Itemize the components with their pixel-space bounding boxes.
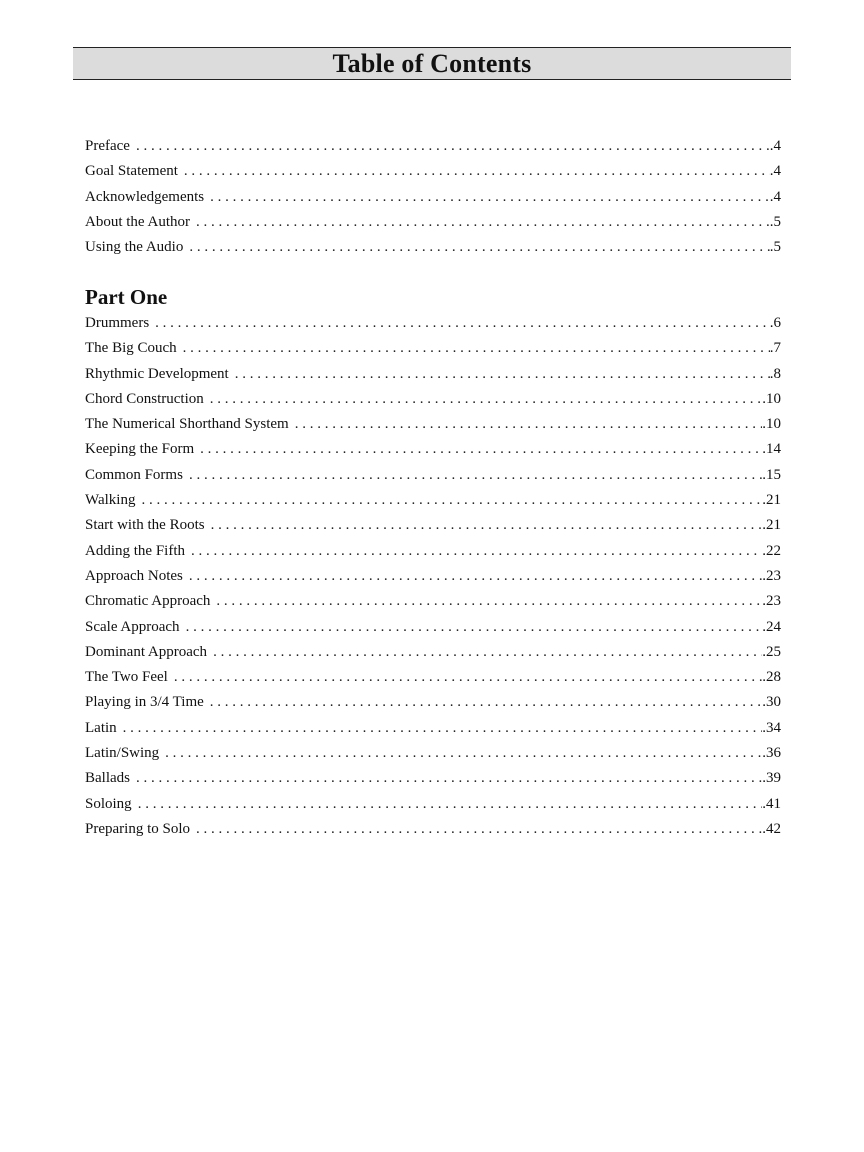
dot-leader [191,543,762,560]
toc-entry[interactable] [85,669,781,694]
dot-leader [141,492,762,509]
toc-entry-page: .5 [769,213,781,230]
dot-leader [123,720,763,737]
dot-leader [200,441,762,458]
dot-leader [155,315,770,332]
toc-entry-title: Using the Audio [85,239,184,256]
toc-entry-page: .10 [762,416,781,433]
toc-entry[interactable] [85,720,781,745]
toc-entry[interactable] [85,619,781,644]
toc-entry-page: .36 [762,745,781,762]
toc-entry-title: Ballads [85,770,130,787]
toc-entry[interactable] [85,821,781,846]
toc-entry[interactable] [85,694,781,719]
toc-entry-title: Start with the Roots [85,517,205,534]
toc-entry-title: Dominant Approach [85,643,208,660]
toc-entry-title: Keeping the Form [85,441,195,458]
toc-entry-page: .7 [769,340,781,357]
toc-entry-title: Drummers [85,315,150,331]
toc-entry[interactable] [85,517,781,542]
toc-entry-title: Common Forms [85,466,183,483]
toc-entry[interactable] [85,315,781,340]
toc-entry[interactable] [85,366,781,391]
toc-entry-title: The Numerical Shorthand System [85,416,289,433]
toc-entry-title: Approach Notes [85,567,183,584]
dot-leader [186,619,763,636]
toc-entry[interactable] [85,189,781,214]
toc-entry-title: Rhythmic Development [85,365,229,382]
toc-entry[interactable] [85,391,781,416]
toc-entry-page: .21 [762,517,781,534]
toc-entry[interactable] [85,492,781,517]
toc-entry-title: Latin [85,719,117,736]
toc-entry[interactable] [85,770,781,795]
toc-entry[interactable] [85,568,781,593]
dot-leader [184,163,770,180]
section-heading-part-one: Part One [85,285,168,309]
toc-entry-title: Chromatic Approach [85,593,211,610]
toc-entry-title: The Big Couch [85,340,177,357]
dot-leader [174,669,762,686]
dot-leader [183,340,770,357]
toc-entry[interactable] [85,441,781,466]
dot-leader [210,694,762,711]
toc-entry-page: .28 [762,669,781,686]
dot-leader [165,745,762,762]
toc-entry-title: Preface [85,138,130,154]
page-title: Table of Contents [332,49,532,78]
toc-entry[interactable] [85,745,781,770]
toc-entry-page: .4 [769,188,781,205]
dot-leader [138,796,763,813]
dot-leader [196,214,770,231]
toc-entry[interactable] [85,340,781,365]
toc-entry-title: Acknowledgements [85,188,205,205]
toc-entry[interactable] [85,644,781,669]
toc-entry-title: About the Author [85,213,190,230]
dot-leader [189,568,762,585]
toc-entry-title: Walking [85,492,136,509]
toc-entry[interactable] [85,163,781,188]
dot-leader [210,391,763,408]
toc-entry-title: The Two Feel [85,669,168,686]
toc-entry-page: .6 [769,315,781,331]
toc-entry-page: .14 [762,441,781,458]
toc-entry-page: .23 [762,593,781,610]
part-one-list [85,315,781,846]
toc-entry[interactable] [85,796,781,821]
toc-entry-page: .25 [762,643,781,660]
toc-entry-page: .21 [762,492,781,509]
toc-entry-page: .30 [762,694,781,711]
dot-leader [189,467,762,484]
dot-leader [295,416,763,433]
toc-entry-title: Scale Approach [85,618,180,635]
dot-leader [136,770,762,787]
toc-entry-title: Latin/Swing [85,745,160,762]
toc-entry-title: Soloing [85,795,132,812]
dot-leader [211,517,763,534]
dot-leader [136,138,770,155]
dot-leader [213,644,762,661]
dot-leader [235,366,770,383]
toc-entry-title: Playing in 3/4 Time [85,694,204,711]
dot-leader [210,189,770,206]
toc-entry-page: .22 [762,542,781,559]
toc-entry-page: .39 [762,770,781,787]
toc-entry-page: .23 [762,567,781,584]
toc-entry[interactable] [85,593,781,618]
toc-entry-page: .42 [762,820,781,837]
dot-leader [196,821,762,838]
toc-entry-page: .15 [762,466,781,483]
toc-entry-page: .10 [762,390,781,407]
toc-entry-title: Goal Statement [85,163,178,180]
toc-entry[interactable] [85,239,781,264]
toc-entry-title: Chord Construction [85,390,204,407]
toc-entry-page: .4 [769,163,781,180]
toc-entry-title: Adding the Fifth [85,542,185,559]
toc-entry[interactable] [85,543,781,568]
dot-leader [189,239,769,256]
toc-entry-page: .4 [769,138,781,154]
toc-entry[interactable] [85,214,781,239]
toc-entry[interactable] [85,138,781,163]
toc-entry-page: .24 [762,618,781,635]
toc-entry[interactable] [85,416,781,441]
toc-entry-page: .34 [762,719,781,736]
front-matter-list [85,138,781,264]
title-bar [73,47,791,80]
dot-leader [216,593,762,610]
toc-entry-page: .5 [769,239,781,256]
toc-entry-title: Preparing to Solo [85,820,190,837]
toc-entry-page: .8 [769,365,781,382]
toc-entry[interactable] [85,467,781,492]
toc-entry-page: .41 [762,795,781,812]
